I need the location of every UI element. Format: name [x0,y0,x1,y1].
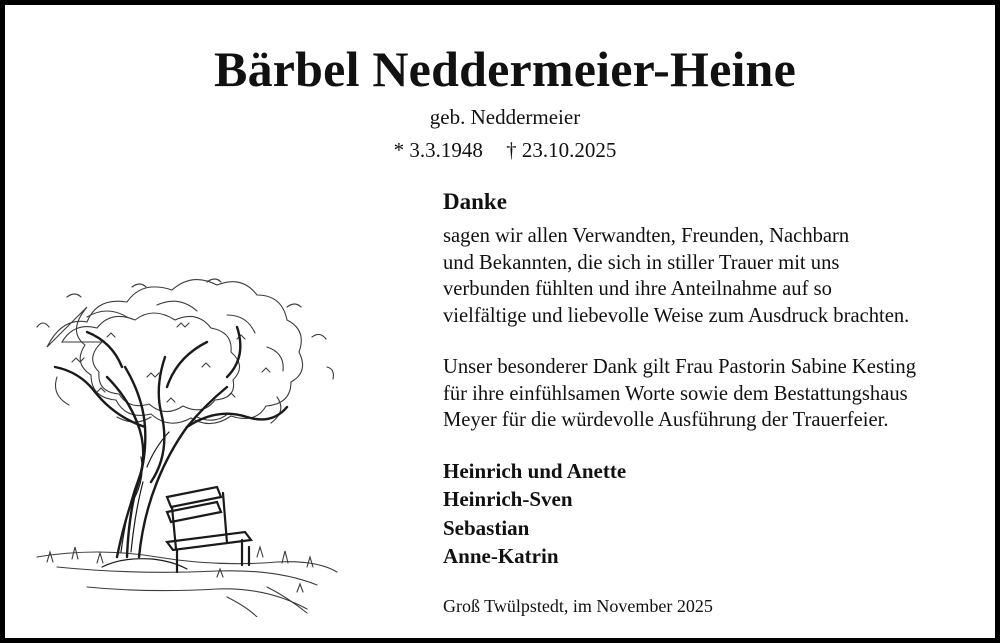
thanks-section [443,187,988,571]
text-line: verbunden fühlten und ihre Anteilnahme auf so [443,278,832,300]
maiden-name: geb. Neddermeier [429,105,581,129]
death-date: † 23.10.2025 [506,138,617,162]
signer-name: Sebastian [443,515,530,540]
signer-name: Heinrich und Anette [443,458,627,483]
text-line: Meyer für die würdevolle Ausführung der Trauerfeier. [443,409,889,431]
signers-list [443,457,988,571]
text-line: Unser besonderer Dank gilt Frau Pastorin Sabine Kesting [443,356,916,378]
birth-date: * 3.3.1948 [393,138,483,162]
text-line: und Bekannten, die sich in stiller Trauer mit uns [443,251,840,274]
signer-name: Heinrich-Sven [443,487,573,511]
deceased-name: Bärbel Neddermeier-Heine [214,41,796,97]
life-dates [5,137,1000,163]
text-line: für ihre einfühlsamen Worte sowie dem Bestattungshaus [443,382,908,405]
tree-with-bench-icon [27,267,347,617]
signer-name: Anne-Katrin [443,544,559,568]
text-line: vielfältige und liebevolle Weise zum Ausdruck brachten. [443,304,910,327]
text-line: sagen wir allen Verwandten, Freunden, Nachbarn [443,225,850,247]
thanks-paragraph-1 [443,223,988,329]
thanks-paragraph-2 [443,354,988,434]
thanks-heading: Danke [443,189,507,214]
place-and-date: Groß Twülpstedt, im November 2025 [443,596,713,616]
